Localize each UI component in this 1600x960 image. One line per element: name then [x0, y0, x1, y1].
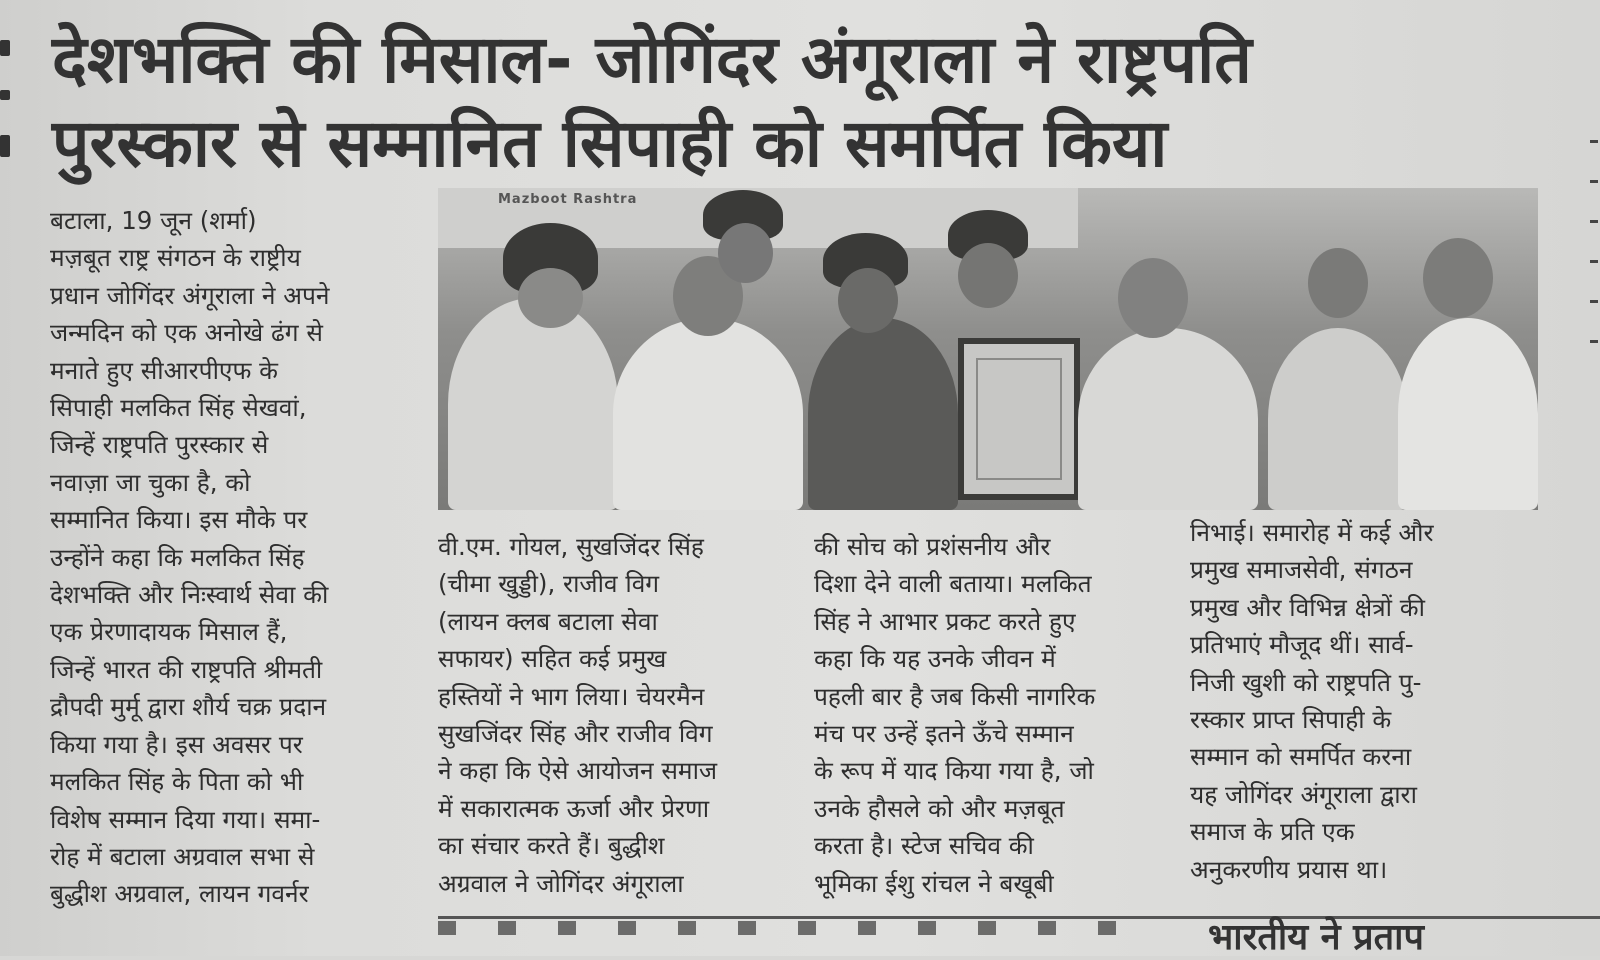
text-line: किया गया है। इस अवसर पर — [50, 729, 303, 759]
text-line: नवाज़ा जा चुका है, को — [50, 467, 251, 497]
text-line: की सोच को प्रशंसनीय और — [814, 532, 1051, 561]
text-line: सिंह ने आभार प्रकट करते हुए — [814, 606, 1076, 636]
article-column-2 — [438, 528, 783, 902]
text-line: में सकारात्मक ऊर्जा और प्रेरणा — [438, 793, 710, 823]
next-article-strip — [438, 916, 1600, 959]
text-line: यह जोगिंदर अंगूराला द्वारा — [1190, 779, 1417, 809]
face-shape — [1308, 248, 1368, 318]
news-photo — [438, 188, 1538, 510]
text-line: पहली बार है जब किसी नागरिक — [814, 681, 1096, 711]
text-line: मज़बूत राष्ट्र संगठन के राष्ट्रीय — [50, 243, 301, 273]
person-figure — [1268, 328, 1408, 510]
text-line: (चीमा खुड्डी), राजीव विग — [438, 569, 660, 599]
face-shape — [1118, 258, 1188, 338]
text-line: (लायन क्लब बटाला सेवा — [438, 606, 658, 636]
text-line: ने कहा कि ऐसे आयोजन समाज — [438, 756, 718, 786]
text-line: एक प्रेरणादायक मिसाल हैं, — [50, 617, 288, 647]
face-shape — [958, 243, 1018, 308]
text-line: विशेष सम्मान दिया गया। समा- — [50, 804, 321, 834]
text-line: निजी खुशी को राष्ट्रपति पु- — [1190, 667, 1422, 697]
article-column-1 — [50, 202, 396, 913]
cut-off-text — [438, 921, 1138, 935]
headline-line-1: देशभक्ति की मिसाल- जोगिंदर अंगूराला ने राष्ट्रपति — [52, 21, 1252, 98]
text-line: मंच पर उन्हें इतने ऊँचे सम्मान — [814, 719, 1074, 749]
text-line: प्रमुख और विभिन्न क्षेत्रों की — [1190, 592, 1425, 622]
text-line: हस्तियों ने भाग लिया। चेयरमैन — [438, 681, 705, 711]
face-shape — [718, 223, 773, 283]
article-column-4 — [1190, 514, 1545, 888]
article-headline — [52, 18, 1562, 186]
text-line: प्रमुख समाजसेवी, संगठन — [1190, 555, 1413, 585]
text-line: उनके हौसले को और मज़बूत — [814, 793, 1065, 823]
text-line: जन्मदिन को एक अनोखे ढंग से — [50, 318, 323, 348]
article-column-3 — [814, 528, 1159, 902]
face-shape — [518, 268, 583, 328]
text-line: रस्कार प्राप्त सिपाही के — [1190, 705, 1392, 735]
award-frame — [958, 338, 1080, 500]
banner-text: Mazboot Rashtra — [498, 192, 638, 207]
person-figure — [808, 318, 958, 510]
text-line: देशभक्ति और निःस्वार्थ सेवा की — [50, 580, 329, 610]
text-line: उन्होंने कहा कि मलकित सिंह — [50, 542, 305, 572]
text-line: वी.एम. गोयल, सुखजिंदर सिंह — [438, 532, 704, 561]
text-line: बुद्धीश अग्रवाल, लायन गवर्नर — [50, 879, 309, 909]
face-shape — [838, 268, 898, 333]
right-edge-marks — [1588, 140, 1598, 400]
text-line: सम्मानित किया। इस मौके पर — [50, 505, 308, 535]
text-line: बटाला, 19 जून (शर्मा) — [50, 206, 257, 235]
text-line: अग्रवाल ने जोगिंदर अंगूराला — [438, 868, 684, 898]
text-line: करता है। स्टेज सचिव की — [814, 831, 1034, 861]
person-figure — [448, 298, 618, 510]
person-figure — [613, 318, 803, 510]
text-line: रोह में बटाला अग्रवाल सभा से — [50, 841, 315, 871]
face-shape — [1423, 238, 1493, 318]
text-line: कहा कि यह उनके जीवन में — [814, 644, 1056, 674]
text-line: जिन्हें राष्ट्रपति पुरस्कार से — [50, 430, 269, 460]
text-line: प्रधान जोगिंदर अंगूराला ने अपने — [50, 280, 330, 310]
text-line: सिपाही मलकित सिंह सेखवां, — [50, 393, 307, 423]
text-line: सम्मान को समर्पित करना — [1190, 742, 1412, 772]
text-line: मलकित सिंह के पिता को भी — [50, 767, 304, 797]
text-line: निभाई। समारोह में कई और — [1190, 518, 1434, 547]
text-line: समाज के प्रति एक — [1190, 817, 1355, 847]
person-figure — [1078, 328, 1258, 510]
person-figure — [1398, 318, 1538, 510]
text-line: जिन्हें भारत की राष्ट्रपति श्रीमती — [50, 654, 323, 684]
text-line: सफायर) सहित कई प्रमुख — [438, 644, 667, 674]
text-line: का संचार करते हैं। बुद्धीश — [438, 831, 665, 861]
next-headline-fragment: भारतीय ने प्रताप — [1208, 917, 1424, 958]
text-line: अनुकरणीय प्रयास था। — [1190, 854, 1388, 884]
text-line: दिशा देने वाली बताया। मलकित — [814, 569, 1092, 599]
text-line: सुखजिंदर सिंह और राजीव विग — [438, 719, 713, 749]
left-edge-marks — [0, 30, 14, 230]
text-line: द्रौपदी मुर्मू द्वारा शौर्य चक्र प्रदान — [50, 692, 327, 722]
headline-line-2: पुरस्कार से सम्मानित सिपाही को समर्पित किया — [52, 105, 1168, 182]
text-line: प्रतिभाएं मौजूद थीं। सार्व- — [1190, 630, 1414, 660]
text-line: भूमिका ईशु रांचल ने बखूबी — [814, 868, 1054, 898]
text-line: मनाते हुए सीआरपीएफ के — [50, 355, 278, 385]
text-line: के रूप में याद किया गया है, जो — [814, 756, 1094, 786]
